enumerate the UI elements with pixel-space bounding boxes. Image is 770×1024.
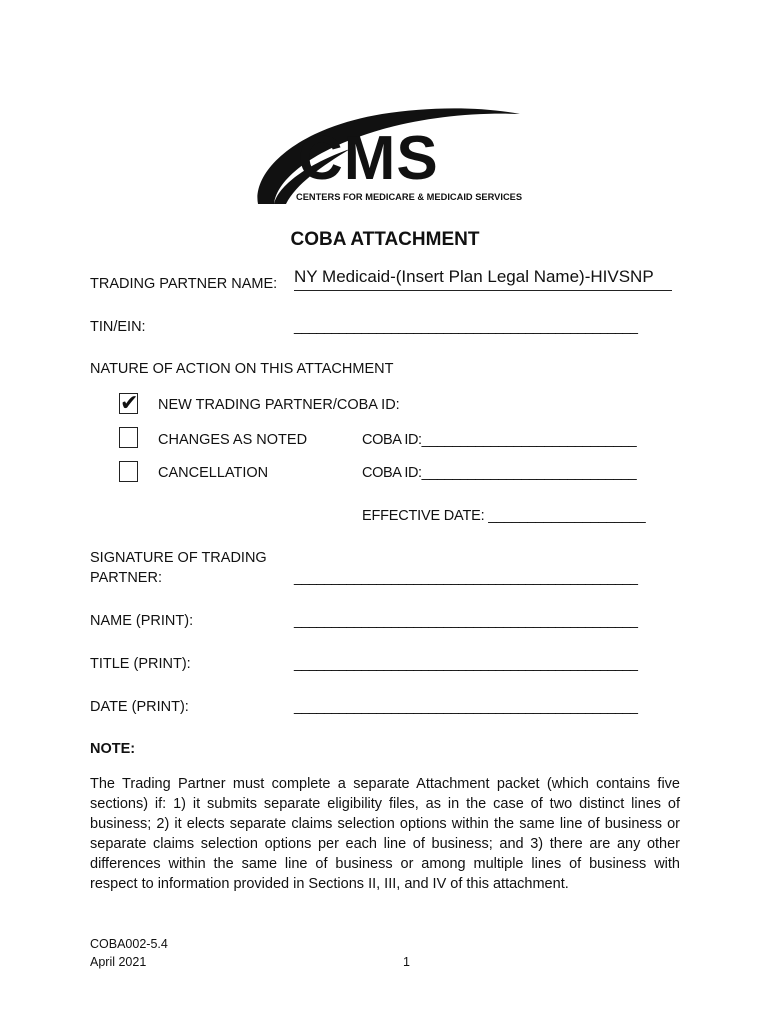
signature-field[interactable]: ______________________________________________ [294, 570, 638, 586]
tin-label: TIN/EIN: [90, 319, 146, 335]
signature-label-line1: SIGNATURE OF TRADING [90, 550, 267, 566]
changes-as-noted-checkbox[interactable] [119, 427, 138, 448]
cms-logo [252, 104, 523, 206]
cms-wordmark: CMS [298, 124, 439, 193]
name-field[interactable]: ______________________________________________ [294, 613, 638, 629]
cancellation-checkbox[interactable] [119, 461, 138, 482]
checkmark-icon: ✔ [120, 391, 139, 416]
page-title: COBA ATTACHMENT [290, 229, 480, 250]
form-id: COBA002-5.4 [90, 937, 168, 951]
name-label: NAME (PRINT): [90, 613, 194, 629]
cms-tagline: CENTERS FOR MEDICARE & MEDICAID SERVICES [296, 192, 523, 202]
nature-heading: NATURE OF ACTION ON THIS ATTACHMENT [90, 361, 394, 377]
title-label: TITLE (PRINT): [90, 656, 191, 672]
footer-date: April 2021 [90, 955, 147, 969]
coba-id-changes-field[interactable]: COBA ID:____________________________ [362, 432, 637, 448]
trading-partner-field[interactable] [294, 264, 672, 291]
effective-date-field[interactable]: EFFECTIVE DATE: ____________________ [362, 508, 646, 524]
page-number: 1 [403, 955, 410, 969]
note-body: The Trading Partner must complete a separate Attachment packet (which contains five sections) if: 1) it submits separate eligibility files, as in the case of two distinct lines of business; 2) it elects separate claims selection options within the same line of business or separate claims selection options per each line of business; and 3) there are any other differences within the same line of business or among multiple lines of business with respect to information provided in Sections II, III, and IV of this attachment. [90, 776, 680, 892]
coba-id-cancellation-field[interactable]: COBA ID:____________________________ [362, 465, 637, 481]
trading-partner-label: TRADING PARTNER NAME: [90, 276, 278, 292]
signature-label-line2: PARTNER: [90, 570, 162, 586]
trading-partner-value: NY Medicaid-(Insert Plan Legal Name)-HIVSNP [294, 267, 654, 286]
tin-field[interactable]: ______________________________________________ [294, 319, 638, 335]
date-field[interactable]: ______________________________________________ [294, 699, 638, 715]
action-label-cancellation: CANCELLATION [158, 465, 269, 481]
new-trading-partner-checkbox[interactable] [119, 393, 138, 414]
note-heading: NOTE: [90, 741, 136, 757]
action-label-new: NEW TRADING PARTNER/COBA ID: [158, 397, 400, 413]
title-field[interactable]: ______________________________________________ [294, 656, 638, 672]
action-label-changes: CHANGES AS NOTED [158, 432, 308, 448]
date-label: DATE (PRINT): [90, 699, 189, 715]
